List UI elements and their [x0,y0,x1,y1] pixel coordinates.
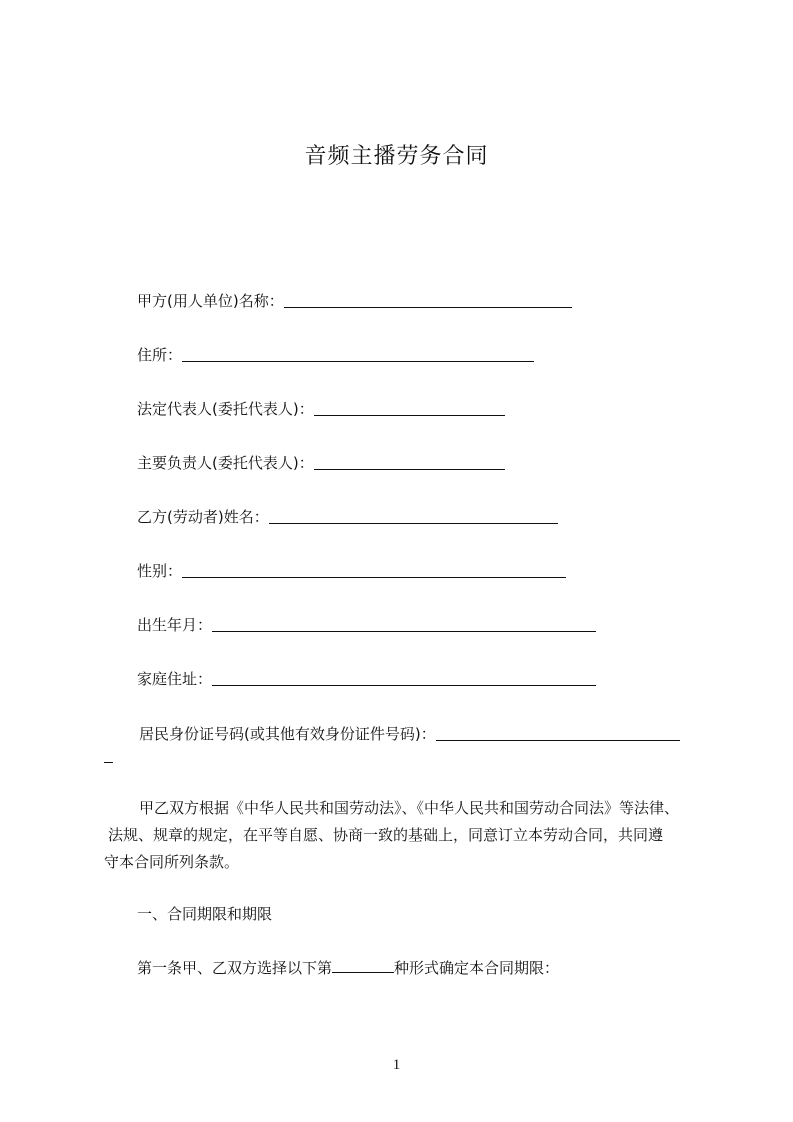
preamble-line-2: 法规、规章的规定，在平等自愿、协商一致的基础上，同意订立本劳动合同，共同遵 [108,826,664,844]
preamble-line-3: 守本合同所列条款。 [104,853,240,871]
field-employee-name [137,507,558,527]
fill-in-line[interactable] [182,347,534,362]
field-principal [137,453,505,473]
field-label: 居民身份证号码(或其他有效身份证件号码)： [139,725,436,743]
field-label: 出生年月： [137,616,213,634]
field-label: 家庭住址： [137,670,213,688]
field-label: 住所： [137,346,183,364]
field-id-number [139,724,680,744]
page-number: 1 [392,1057,401,1073]
field-employer-name [137,291,572,311]
fill-in-line-continuation [104,762,113,763]
field-birth-date [137,615,596,635]
clause-text: 第一条甲、乙双方选择以下第 [137,959,333,977]
section-heading: 一、合同期限和期限 [137,905,273,923]
field-label: 甲方(用人单位)名称： [137,292,284,310]
field-label: 性别： [137,562,183,580]
fill-in-line[interactable] [314,401,505,416]
fill-in-line[interactable] [212,617,596,632]
clause-text: 种形式确定本合同期限： [394,959,560,977]
field-home-address [137,669,596,689]
field-label: 法定代表人(委托代表人)： [137,400,314,418]
fill-in-line[interactable] [314,455,505,470]
field-gender [137,561,566,581]
preamble-line-1: 甲乙双方根据《中华人民共和国劳动法》、《中华人民共和国劳动合同法》等法律、 [139,799,680,817]
fill-in-line[interactable] [436,726,680,741]
fill-in-line[interactable] [284,293,572,308]
fill-in-line[interactable] [332,958,394,973]
fill-in-line[interactable] [269,509,558,524]
field-label: 乙方(劳动者)姓名： [137,508,269,526]
field-address [137,345,534,365]
field-legal-representative [137,399,505,419]
clause-1 [137,958,559,978]
fill-in-line[interactable] [182,563,566,578]
field-label: 主要负责人(委托代表人)： [137,454,314,472]
fill-in-line[interactable] [212,671,596,686]
contract-title: 音频主播劳务合同 [304,144,489,169]
